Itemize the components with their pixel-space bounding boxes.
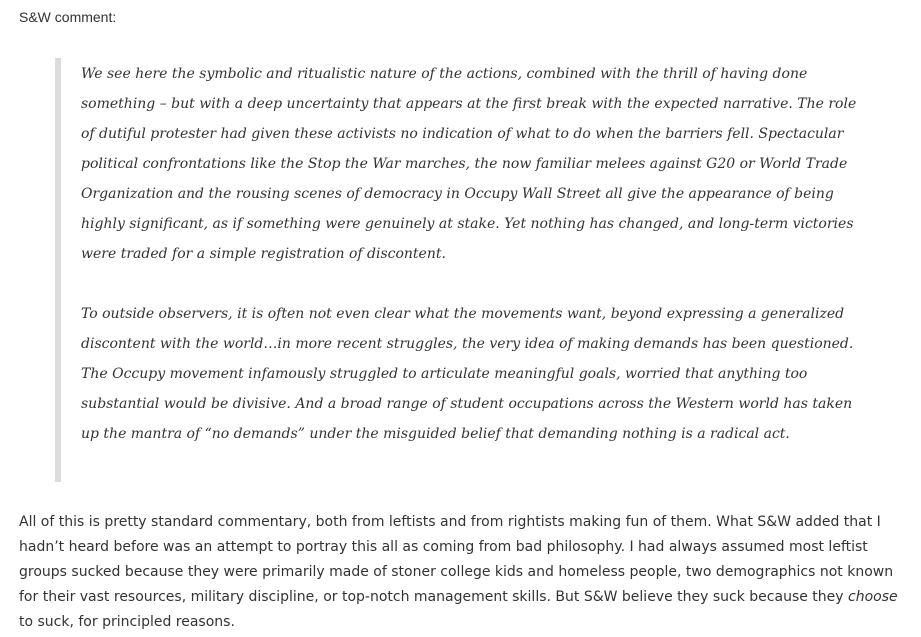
commentary-emphasis: choose: [848, 589, 898, 605]
quote-paragraph-1: We see here the symbolic and ritualistic nature of the actions, combined with the thrill of having done something – but with a deep uncertainty that appears at the first break with the expected narrative. The role of dutiful protester had given these activists no indication of what to do when the barriers fell. Spectacular political confrontations like the Stop the War marches, the now familiar melees against G20 or World Trade Organization and the rousing scenes of democracy in Occupy Wall Street all give the appearance of being highly significant, as if something were genuinely at stake. Yet nothing has changed, and long-term victories were traded for a simple registration of discontent.: [81, 66, 857, 262]
intro-label: S&W comment:: [19, 9, 117, 25]
commentary-paragraph: [19, 510, 914, 635]
quote-paragraph-2: To outside observers, it is often not even clear what the movements want, beyond expressing a generalized discontent with the world…in more recent struggles, the very idea of making demands has been questioned. The Occupy movement infamously struggled to articulate meaningful goals, worried that anything too substantial would be divisive. And a broad range of student occupations across the Western world has taken up the mantra of “no demands” under the misguided belief that demanding nothing is a radical act.: [81, 306, 854, 442]
commentary-text-end: to suck, for principled reasons.: [19, 614, 235, 630]
commentary-text-start: All of this is pretty standard commentary, both from leftists and from rightists making fun of them. What S&W added that I hadn’t heard before was an attempt to portray this all as coming from bad philosophy. I had always assumed most leftist groups sucked because they were primarily made of stoner college kids and homeless people, two demographics not known for their vast resources, military discipline, or top-notch management skills. But S&W believe they suck because they: [19, 514, 894, 605]
blockquote: [55, 58, 887, 482]
